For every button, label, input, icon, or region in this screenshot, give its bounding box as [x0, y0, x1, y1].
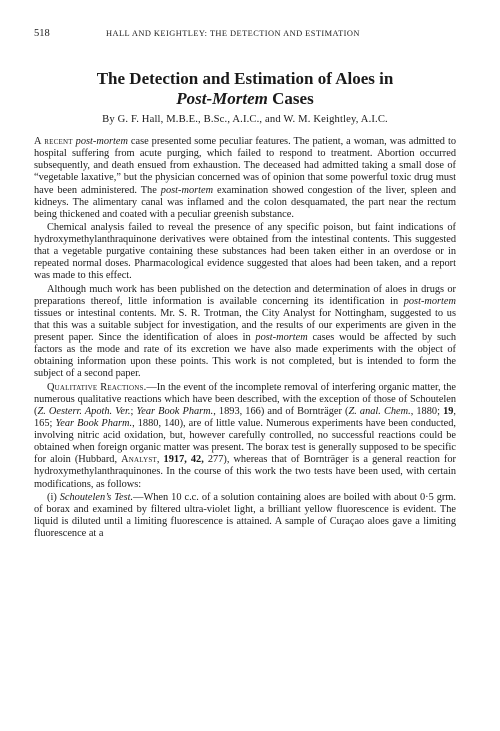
text-run: case presented some peculiar features. The patient, a woman, was admitted to hospital suffering from acute purging, which failed to respond to treatment. Abortion occurred subsequently, and death ensued from exhaustion. The deceased had admitted taking a small dose of “vegetable laxative,” but the physician concerned was of opinion that some powerful toxic drug must have been administered. The [34, 136, 456, 196]
title-line-2 [34, 89, 456, 109]
paragraph-1 [34, 136, 456, 221]
opening-small-caps: A recent [34, 136, 73, 147]
title-rest: Cases [267, 89, 314, 108]
text-run: , 1893, 166) and of Bornträger ( [213, 405, 349, 417]
text-run: 277), whereas that of Bornträger is a general reaction for hydroxymethylanthraquinones. In the course of this work the two tests have been used, with certain modifications, as follows: [34, 454, 456, 490]
italic-run: Z. anal. Chem. [348, 405, 411, 417]
text-run: ; [130, 405, 137, 417]
bold-run: 19 [443, 405, 454, 417]
page-number: 518 [34, 28, 50, 39]
text-run: tissues or intestinal contents. Mr. S. R. Trotman, the City Analyst for Nottingham, suggested to us that this was a suitable subject for investigation, and the results of our experiments are given in the present paper. Since the identification of aloes in [34, 307, 456, 343]
text-run: —In the event of the incomplete removal of interfering organic matter, the numerous qualitative reactions which have been described, with the exception of those of Schoutelen ( [34, 381, 457, 417]
paragraph-4 [34, 382, 456, 491]
running-head [34, 28, 456, 42]
text-run: (i) [47, 491, 60, 503]
italic-run: post-mortem [255, 332, 308, 343]
paragraph-2: Chemical analysis failed to reveal the presence of any specific poison, but faint indications of hydroxymethylanthraquinone derivatives were obtained from the intestinal contents. This suggested that a vegetable purgative containing these substances had been taken either in an overdose or in repeated normal doses. Pharmacological evidence suggested that aloes had been taken, and a report was made to this effect. [34, 221, 456, 282]
italic-run: Schoutelen’s Test. [59, 491, 134, 503]
section-heading: Qualitative Reactions. [47, 381, 147, 393]
paragraph-3 [34, 284, 456, 381]
text-run: Although much work has been published on the detection and determination of aloes in drugs or preparations thereof, little information is available concerning its identification in [34, 283, 456, 307]
title-italic: Post-Mortem [176, 89, 268, 108]
italic-run: Z. Oesterr. Apoth. Ver. [37, 405, 131, 417]
article-body [34, 136, 456, 540]
running-title: HALL AND KEIGHTLEY: THE DETECTION AND ESTIMATION [106, 29, 360, 38]
article-title [34, 69, 456, 109]
text-run: examination showed congestion of the liver, spleen and kidneys. The alimentary canal was inflamed and the colon desquamated, the part near the rectum being thickened and coated with a peculiar greenish substance. [34, 184, 456, 220]
italic-run: Year Book Pharm. [136, 405, 214, 417]
text-run: cases would be affected by such factors as the mode and rate of its excretion we have also made experiments with the object of obtaining information upon these points. This work is not completed, but is intended to form the subject of a second paper. [34, 332, 456, 380]
text-run: , 1880; [410, 405, 444, 417]
paragraph-5 [34, 492, 456, 541]
italic-run: post-mortem [403, 295, 456, 307]
italic-run: post-mortem [75, 136, 128, 147]
italic-run: post-mortem [160, 184, 214, 196]
bold-run: 1917, 42, [163, 454, 204, 466]
byline: By G. F. Hall, M.B.E., B.Sc., A.I.C., and W. M. Keightley, A.I.C. [102, 114, 388, 125]
text-run: , [156, 454, 164, 466]
title-line-1: The Detection and Estimation of Aloes in [96, 69, 394, 88]
text-run: , 1880, 140), are of little value. Numerous experiments have been conducted, involving nitric acid oxidation, but, however carefully controlled, no successful reactions could be obtained when foreign organic matter was present. The borax test is generally supposed to be specific for aloin (Hubbard, [34, 417, 456, 466]
text-run: —When 10 c.c. of a solution containing aloes are boiled with about 0·5 grm. of borax and examined by filtered ultra-violet light, a brilliant yellow fluorescence is evident. The liquid is diluted until a limiting fluorescence is attained. A sample of Curaçao aloes gave a limiting fluorescence at a [34, 491, 457, 539]
text-run: , 165; [34, 405, 456, 429]
small-caps-run: Analyst [121, 454, 157, 466]
italic-run: Year Book Pharm. [55, 417, 133, 429]
